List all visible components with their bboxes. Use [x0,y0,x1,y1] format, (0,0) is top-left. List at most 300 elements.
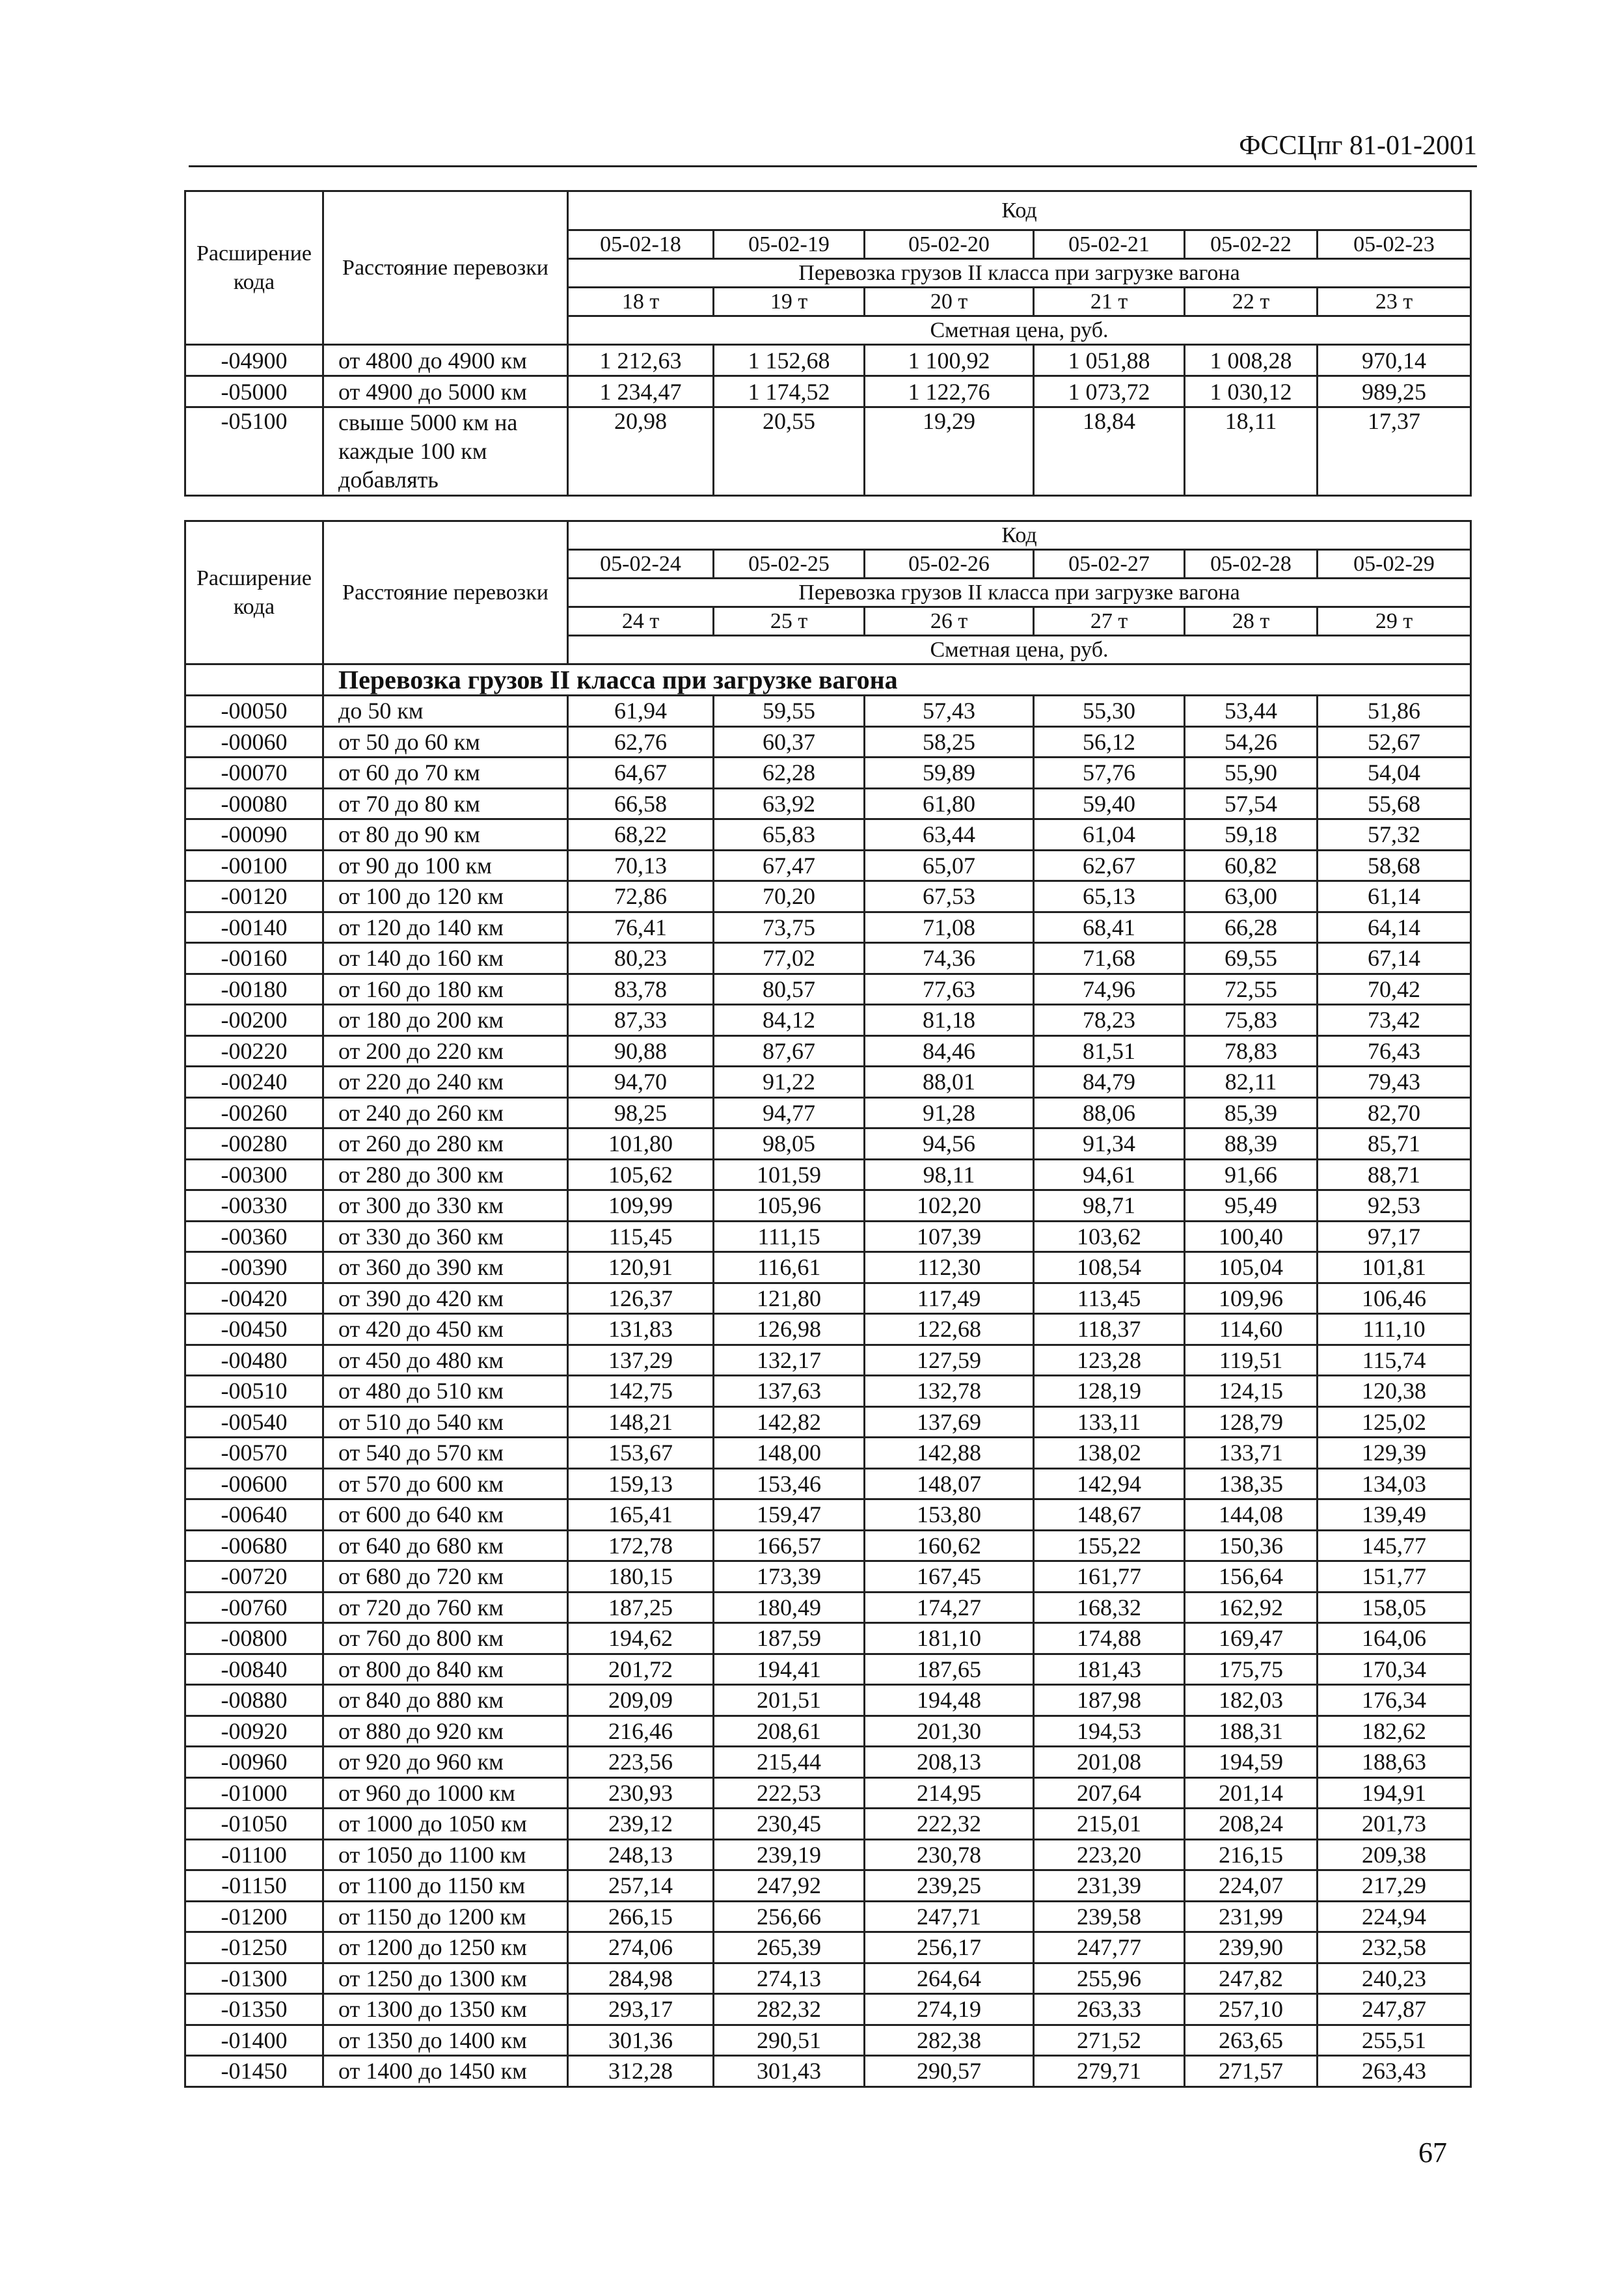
distance-cell: от 880 до 920 км [323,1716,568,1747]
ext-code-cell: -01150 [185,1870,323,1902]
price-cell: 84,46 [865,1035,1034,1067]
price-cell: 239,25 [865,1870,1034,1902]
price-cell: 77,63 [865,974,1034,1005]
price-cell: 138,02 [1034,1438,1185,1469]
table-row [185,1376,1471,1407]
load-cell: 21 т [1034,288,1185,316]
price-cell: 57,76 [1034,758,1185,789]
table-row [185,1747,1471,1778]
price-cell: 87,67 [714,1035,865,1067]
ext-code-cell: -00760 [185,1592,323,1623]
price-cell: 279,71 [1034,2056,1185,2087]
cargo-class-header: Перевозка грузов II класса при загрузке вагона [568,579,1471,607]
code-cell: 05-02-26 [865,550,1034,579]
price-cell: 58,25 [865,726,1034,758]
ext-code-cell: -00050 [185,696,323,727]
price-cell: 125,02 [1318,1406,1471,1438]
price-cell: 81,18 [865,1005,1034,1036]
distance-cell: от 1100 до 1150 км [323,1870,568,1902]
price-cell: 255,51 [1318,2025,1471,2056]
load-cell: 22 т [1185,288,1318,316]
price-cell: 91,28 [865,1097,1034,1128]
price-cell: 216,15 [1185,1839,1318,1870]
price-cell: 115,45 [568,1221,714,1252]
price-cell: 111,10 [1318,1314,1471,1345]
price-cell: 159,13 [568,1468,714,1499]
price-cell: 182,62 [1318,1716,1471,1747]
price-cell: 105,62 [568,1159,714,1190]
price-cell: 167,45 [865,1561,1034,1593]
price-cell: 98,05 [714,1128,865,1160]
price-cell: 61,94 [568,696,714,727]
price-cell: 231,39 [1034,1870,1185,1902]
distance-cell: от 680 до 720 км [323,1561,568,1593]
distance-cell: от 640 до 680 км [323,1530,568,1561]
price-cell: 194,62 [568,1623,714,1654]
price-cell: 101,59 [714,1159,865,1190]
price-cell: 1 100,92 [865,345,1034,376]
price-cell: 76,43 [1318,1035,1471,1067]
price-cell: 1 030,12 [1185,376,1318,407]
ext-code-cell: -00680 [185,1530,323,1561]
price-cell: 98,11 [865,1159,1034,1190]
price-cell: 53,44 [1185,696,1318,727]
header-row [185,521,1471,550]
price-cell: 97,17 [1318,1221,1471,1252]
distance-cell: от 330 до 360 км [323,1221,568,1252]
price-cell: 54,26 [1185,726,1318,758]
price-cell: 81,51 [1034,1035,1185,1067]
price-cell: 168,32 [1034,1592,1185,1623]
price-cell: 222,32 [865,1809,1034,1840]
ext-code-cell: -00280 [185,1128,323,1160]
price-cell: 223,20 [1034,1839,1185,1870]
price-cell: 169,47 [1185,1623,1318,1654]
price-cell: 159,47 [714,1499,865,1531]
table-row [185,1901,1471,1932]
price-cell: 122,68 [865,1314,1034,1345]
price-cell: 142,82 [714,1406,865,1438]
distance-cell: от 80 до 90 км [323,819,568,851]
price-cell: 85,39 [1185,1097,1318,1128]
price-cell: 133,71 [1185,1438,1318,1469]
table-row [185,1067,1471,1098]
price-cell: 230,93 [568,1777,714,1809]
ext-code-cell: -00330 [185,1190,323,1222]
price-cell: 142,75 [568,1376,714,1407]
price-cell: 274,19 [865,1994,1034,2025]
price-cell: 109,99 [568,1190,714,1222]
price-cell: 108,54 [1034,1252,1185,1283]
ext-code-cell: -01000 [185,1777,323,1809]
price-cell: 91,34 [1034,1128,1185,1160]
price-cell: 61,04 [1034,819,1185,851]
price-cell: 224,94 [1318,1901,1471,1932]
price-cell: 70,42 [1318,974,1471,1005]
table-row [185,1685,1471,1716]
table-row [185,345,1471,376]
price-cell: 208,61 [714,1716,865,1747]
price-cell: 115,74 [1318,1345,1471,1376]
code-cell: 05-02-23 [1318,230,1471,259]
price-cell: 142,94 [1034,1468,1185,1499]
price-cell: 247,77 [1034,1932,1185,1963]
price-cell: 58,68 [1318,850,1471,881]
price-cell: 75,83 [1185,1005,1318,1036]
table-row [185,1190,1471,1222]
table-row [185,850,1471,881]
price-cell: 201,30 [865,1716,1034,1747]
price-cell: 62,28 [714,758,865,789]
price-cell: 20,55 [714,407,865,496]
price-cell: 282,38 [865,2025,1034,2056]
page-number: 67 [1418,2137,1447,2168]
ext-code-cell: -00090 [185,819,323,851]
table-row [185,758,1471,789]
table-row [185,1839,1471,1870]
price-cell: 80,57 [714,974,865,1005]
code-cell: 05-02-22 [1185,230,1318,259]
price-cell: 201,14 [1185,1777,1318,1809]
price-cell: 215,01 [1034,1809,1185,1840]
price-cell: 55,68 [1318,788,1471,819]
price-cell: 239,19 [714,1839,865,1870]
table-row [185,1128,1471,1160]
price-cell: 68,22 [568,819,714,851]
load-cell: 18 т [568,288,714,316]
table-row [185,1654,1471,1685]
price-cell: 174,88 [1034,1623,1185,1654]
price-cell: 120,38 [1318,1376,1471,1407]
distance-cell: от 50 до 60 км [323,726,568,758]
price-cell: 132,17 [714,1345,865,1376]
price-cell: 148,00 [714,1438,865,1469]
price-cell: 222,53 [714,1777,865,1809]
price-cell: 263,65 [1185,2025,1318,2056]
price-cell: 182,03 [1185,1685,1318,1716]
distance-cell: от 180 до 200 км [323,1005,568,1036]
table-row [185,2025,1471,2056]
distance-cell: от 760 до 800 км [323,1623,568,1654]
load-cell: 27 т [1034,607,1185,636]
code-cell: 05-02-25 [714,550,865,579]
price-cell: 201,73 [1318,1809,1471,1840]
price-cell: 209,09 [568,1685,714,1716]
table-row [185,696,1471,727]
document-code: ФССЦпг 81-01-2001 [1239,131,1477,161]
code-cell: 05-02-19 [714,230,865,259]
price-cell: 63,44 [865,819,1034,851]
price-cell: 67,14 [1318,943,1471,974]
price-cell: 61,14 [1318,881,1471,912]
ext-code-cell: -00420 [185,1283,323,1314]
price-cell: 112,30 [865,1252,1034,1283]
price-cell: 247,92 [714,1870,865,1902]
price-cell: 88,01 [865,1067,1034,1098]
price-cell: 201,08 [1034,1747,1185,1778]
price-cell: 201,72 [568,1654,714,1685]
price-cell: 119,51 [1185,1345,1318,1376]
price-cell: 174,27 [865,1592,1034,1623]
price-cell: 78,23 [1034,1005,1185,1036]
distance-cell: от 120 до 140 км [323,912,568,943]
price-cell: 187,59 [714,1623,865,1654]
price-cell: 257,14 [568,1870,714,1902]
ext-code-cell: -00220 [185,1035,323,1067]
price-cell: 121,80 [714,1283,865,1314]
price-cell: 82,70 [1318,1097,1471,1128]
price-cell: 62,67 [1034,850,1185,881]
price-cell: 109,96 [1185,1283,1318,1314]
price-cell: 208,24 [1185,1809,1318,1840]
distance-header: Расстояние перевозки [323,191,568,345]
price-cell: 216,46 [568,1716,714,1747]
distance-cell: от 280 до 300 км [323,1159,568,1190]
price-cell: 194,48 [865,1685,1034,1716]
price-cell: 61,80 [865,788,1034,819]
load-cell: 20 т [865,288,1034,316]
distance-cell: от 220 до 240 км [323,1067,568,1098]
price-cell: 153,67 [568,1438,714,1469]
price-cell: 70,13 [568,850,714,881]
price-cell: 239,58 [1034,1901,1185,1932]
ext-code-cell: -01100 [185,1839,323,1870]
table-row [185,1932,1471,1963]
section-row [185,664,1471,696]
price-cell: 18,11 [1185,407,1318,496]
price-cell: 164,06 [1318,1623,1471,1654]
price-cell: 139,49 [1318,1499,1471,1531]
ext-code-cell: -01400 [185,2025,323,2056]
price-cell: 155,22 [1034,1530,1185,1561]
price-cell: 80,23 [568,943,714,974]
table-row [185,1005,1471,1036]
distance-cell: от 570 до 600 км [323,1468,568,1499]
price-cell: 116,61 [714,1252,865,1283]
price-cell: 201,51 [714,1685,865,1716]
price-cell: 187,65 [865,1654,1034,1685]
price-cell: 88,39 [1185,1128,1318,1160]
ext-code-cell: -00240 [185,1067,323,1098]
price-header: Сметная цена, руб. [568,636,1471,664]
price-cell: 181,10 [865,1623,1034,1654]
price-cell: 175,75 [1185,1654,1318,1685]
distance-cell: от 1350 до 1400 км [323,2025,568,2056]
price-cell: 111,15 [714,1221,865,1252]
table-row [185,1221,1471,1252]
price-cell: 301,43 [714,2056,865,2087]
price-cell: 263,33 [1034,1994,1185,2025]
price-cell: 65,07 [865,850,1034,881]
price-cell: 17,37 [1318,407,1471,496]
price-cell: 162,92 [1185,1592,1318,1623]
table-row [185,726,1471,758]
price-cell: 271,52 [1034,2025,1185,2056]
distance-cell: от 260 до 280 км [323,1128,568,1160]
price-cell: 970,14 [1318,345,1471,376]
price-cell: 293,17 [568,1994,714,2025]
ext-code-cell: -01050 [185,1809,323,1840]
price-cell: 56,12 [1034,726,1185,758]
price-cell: 94,56 [865,1128,1034,1160]
price-cell: 194,53 [1034,1716,1185,1747]
price-cell: 127,59 [865,1345,1034,1376]
price-cell: 91,22 [714,1067,865,1098]
table-row [185,1592,1471,1623]
price-cell: 57,54 [1185,788,1318,819]
table-row [185,1623,1471,1654]
price-cell: 161,77 [1034,1561,1185,1593]
price-cell: 85,71 [1318,1128,1471,1160]
price-cell: 247,71 [865,1901,1034,1932]
section-title: Перевозка грузов II класса при загрузке вагона [323,664,1471,696]
table-row [185,819,1471,851]
ext-code-cell: -00450 [185,1314,323,1345]
price-cell: 67,47 [714,850,865,881]
code-cell: 05-02-27 [1034,550,1185,579]
table-row [185,1097,1471,1128]
ext-code-cell: -01300 [185,1963,323,1994]
price-cell: 20,98 [568,407,714,496]
distance-cell: от 540 до 570 км [323,1438,568,1469]
table-row [185,1777,1471,1809]
price-cell: 1 051,88 [1034,345,1185,376]
price-cell: 1 008,28 [1185,345,1318,376]
price-cell: 265,39 [714,1932,865,1963]
distance-cell: от 1000 до 1050 км [323,1809,568,1840]
price-cell: 90,88 [568,1035,714,1067]
price-cell: 232,58 [1318,1932,1471,1963]
table-row [185,788,1471,819]
distance-cell: от 1050 до 1100 км [323,1839,568,1870]
price-cell: 72,55 [1185,974,1318,1005]
price-cell: 120,91 [568,1252,714,1283]
ext-code-cell: -00140 [185,912,323,943]
price-cell: 107,39 [865,1221,1034,1252]
price-cell: 83,78 [568,974,714,1005]
price-cell: 103,62 [1034,1221,1185,1252]
price-cell: 55,90 [1185,758,1318,789]
price-cell: 172,78 [568,1530,714,1561]
price-cell: 156,64 [1185,1561,1318,1593]
price-cell: 71,68 [1034,943,1185,974]
price-cell: 1 212,63 [568,345,714,376]
price-cell: 148,67 [1034,1499,1185,1531]
price-cell: 1 073,72 [1034,376,1185,407]
price-cell: 266,15 [568,1901,714,1932]
price-cell: 160,62 [865,1530,1034,1561]
distance-cell: от 480 до 510 км [323,1376,568,1407]
price-cell: 63,92 [714,788,865,819]
price-cell: 989,25 [1318,376,1471,407]
table-row [185,1530,1471,1561]
ext-code-cell: -01250 [185,1932,323,1963]
price-cell: 128,19 [1034,1376,1185,1407]
price-cell: 74,36 [865,943,1034,974]
price-cell: 137,69 [865,1406,1034,1438]
ext-code-cell: -00960 [185,1747,323,1778]
table-row [185,1561,1471,1593]
ext-code-cell: -00540 [185,1406,323,1438]
ext-code-cell: -04900 [185,345,323,376]
price-cell: 134,03 [1318,1468,1471,1499]
distance-cell: от 420 до 450 км [323,1314,568,1345]
header-row [185,191,1471,230]
ext-code-cell: -00880 [185,1685,323,1716]
price-cell: 230,45 [714,1809,865,1840]
price-cell: 87,33 [568,1005,714,1036]
price-cell: 98,25 [568,1097,714,1128]
distance-cell: от 800 до 840 км [323,1654,568,1685]
ext-code-cell: -00160 [185,943,323,974]
ext-code-cell: -00510 [185,1376,323,1407]
price-cell: 290,57 [865,2056,1034,2087]
ext-code-cell: -00390 [185,1252,323,1283]
price-cell: 194,91 [1318,1777,1471,1809]
price-cell: 63,00 [1185,881,1318,912]
price-cell: 70,20 [714,881,865,912]
price-cell: 65,13 [1034,881,1185,912]
price-cell: 59,18 [1185,819,1318,851]
price-cell: 137,29 [568,1345,714,1376]
price-cell: 64,67 [568,758,714,789]
distance-cell: от 4800 до 4900 км [323,345,568,376]
ext-code-cell: -05100 [185,407,323,496]
price-cell: 78,83 [1185,1035,1318,1067]
code-cell: 05-02-18 [568,230,714,259]
price-cell: 64,14 [1318,912,1471,943]
code-cell: 05-02-20 [865,230,1034,259]
distance-cell: от 390 до 420 км [323,1283,568,1314]
price-cell: 170,34 [1318,1654,1471,1685]
price-cell: 117,49 [865,1283,1034,1314]
distance-cell: от 920 до 960 км [323,1747,568,1778]
table-row [185,1994,1471,2025]
load-cell: 26 т [865,607,1034,636]
price-cell: 132,78 [865,1376,1034,1407]
table-row [185,1314,1471,1345]
ext-code-cell: -00300 [185,1159,323,1190]
price-cell: 240,23 [1318,1963,1471,1994]
price-cell: 256,66 [714,1901,865,1932]
cargo-class-header: Перевозка грузов II класса при загрузке вагона [568,259,1471,288]
code-cell: 05-02-21 [1034,230,1185,259]
distance-cell: до 50 км [323,696,568,727]
price-cell: 126,98 [714,1314,865,1345]
ext-code-cell: -00600 [185,1468,323,1499]
price-table-2-body [185,521,1471,2087]
ext-code-cell: -00180 [185,974,323,1005]
price-cell: 290,51 [714,2025,865,2056]
distance-cell: от 70 до 80 км [323,788,568,819]
ext-code-cell: -00840 [185,1654,323,1685]
load-cell: 29 т [1318,607,1471,636]
price-cell: 102,20 [865,1190,1034,1222]
price-cell: 194,41 [714,1654,865,1685]
distance-cell: от 1300 до 1350 км [323,1994,568,2025]
code-cell: 05-02-29 [1318,550,1471,579]
price-cell: 239,90 [1185,1932,1318,1963]
page-header [189,130,1477,167]
distance-header: Расстояние перевозки [323,521,568,664]
table-row [185,1809,1471,1840]
price-cell: 133,11 [1034,1406,1185,1438]
table-row [185,1499,1471,1531]
code-cell: 05-02-28 [1185,550,1318,579]
price-cell: 66,58 [568,788,714,819]
ext-code-cell: -05000 [185,376,323,407]
price-cell: 282,32 [714,1994,865,2025]
